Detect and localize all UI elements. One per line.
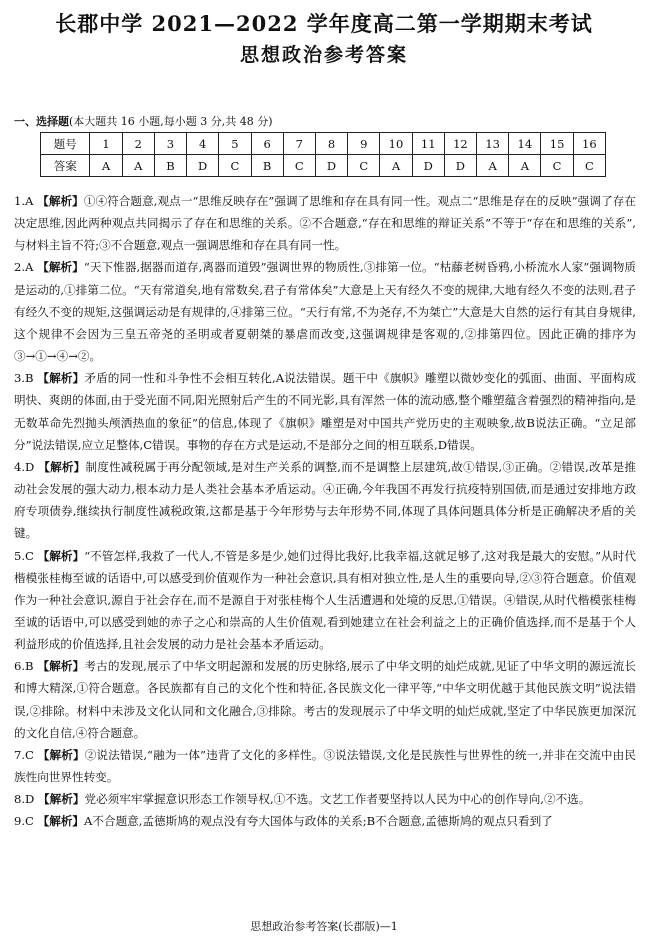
explanation-text: 考古的发现,展示了中华文明起源和发展的历史脉络,展示了中华文明的灿烂成就,见证了中华文明的源远流长和博大精深,①符合题意。各民族都有自己的文化个性和特征,各民族文化一律平等,“中华文明优越于其他民族文明”说法错误,②排除。材料中未涉及文化认同和文化融合,③排除。考古的发现展示了中华文明的灿烂成就,坚定了中华民族更加深沉的文化自信,④符合题意。: [14, 659, 636, 740]
answer-cell: C: [541, 155, 573, 177]
answer-cell: D: [444, 155, 476, 177]
question-number-cell: 2: [122, 133, 154, 155]
explanation-tag: 【解析】: [37, 747, 85, 762]
answer-cell: A: [380, 155, 412, 177]
answer-cell: C: [573, 155, 605, 177]
question-number-cell: 14: [509, 133, 541, 155]
question-number-cell: 6: [251, 133, 283, 155]
question-number-cell: 16: [573, 133, 605, 155]
explanation-item: [14, 788, 636, 810]
explanation-text: ②说法错误,“融为一体”违背了文化的多样性。③说法错误,文化是民族性与世界性的统一,并非在交流中由民族性向世界性转变。: [14, 747, 636, 785]
explanation-tag: 【解析】: [37, 814, 85, 829]
explanation-tag: 【解析】: [38, 459, 86, 474]
answer-cell: D: [412, 155, 444, 177]
explanation-item: [14, 367, 636, 456]
explanation-item: [14, 744, 636, 788]
explanation-text: A不合题意,孟德斯鸠的观点没有夸大国体与政体的关系;B不合题意,孟德斯鸠的观点只看到了: [84, 814, 553, 829]
explanation-number: 2.A: [14, 260, 34, 275]
answer-cell: C: [219, 155, 251, 177]
question-number-cell: 12: [444, 133, 476, 155]
explanation-tag: 【解析】: [37, 659, 85, 674]
explanation-number: 1.A: [14, 194, 34, 208]
page-subtitle: 思想政治参考答案: [239, 44, 408, 66]
explanations: [14, 190, 636, 833]
section-heading-label: 一、选择题: [14, 115, 69, 128]
explanation-number: 6.B: [14, 659, 34, 674]
page-footer: 思想政治参考答案(长郡版)—1: [250, 920, 398, 933]
answer-table-numbers-row: [41, 133, 606, 155]
section-note: (本大题共 16 小题,每小题 3 分,共 48 分): [69, 115, 273, 128]
explanation-tag: 【解析】: [37, 548, 85, 563]
explanation-item: [14, 810, 636, 832]
explanation-tag: 【解析】: [37, 260, 84, 275]
section-heading: [14, 113, 273, 129]
explanation-number: 8.D: [14, 792, 35, 807]
question-number-cell: 5: [219, 133, 251, 155]
question-number-cell: 9: [348, 133, 380, 155]
answer-cell: B: [251, 155, 283, 177]
explanation-text: 矛盾的同一性和斗争性不会相互转化,A说法错误。题干中《旗帜》雕塑以微妙变化的弧面、曲面、平面构成明快、爽朗的体面,由于受光面不同,阳光照射后产生的不同光影,具有浑然一体的流动感,整个雕塑蕴含着强烈的精神指向,是无数革命先烈抛头颅洒热血的象征”的信息,体现了《旗帜》雕塑是对中国共产党历史的主观映象,故B说法正确。“立足部分”说法错误,应立足整体,C错误。事物的存在方式是运动,不是部分之间的相互联系,D错误。: [14, 371, 636, 452]
question-number-cell: 4: [187, 133, 219, 155]
answer-table: [40, 132, 606, 177]
explanation-text: 制度性减税属于再分配领域,是对生产关系的调整,而不是调整上层建筑,故①错误,③正确。②错误,改革是推动社会发展的强大动力,根本动力是人类社会基本矛盾运动。④正确,今年我国不再发行抗疫特别国债,而是通过安排地方政府专项债券,继续执行制度性减税政策,这都是基于今年形势与去年形势不同,体现了具体问题具体分析是正确解决矛盾的关键。: [14, 459, 636, 541]
question-number-cell: 8: [315, 133, 347, 155]
answer-cell: A: [90, 155, 122, 177]
explanation-number: 4.D: [14, 459, 35, 474]
answer-cell: D: [187, 155, 219, 177]
explanation-item: [14, 545, 636, 656]
question-number-cell: 11: [412, 133, 444, 155]
answer-cell: D: [315, 155, 347, 177]
explanation-item: [14, 655, 636, 744]
answer-cell: B: [154, 155, 186, 177]
answer-cell: A: [477, 155, 509, 177]
answer-cell: A: [122, 155, 154, 177]
question-number-cell: 10: [380, 133, 412, 155]
explanation-text: “不管怎样,我救了一代人,不管是多是少,她们过得比我好,比我幸福,这就足够了,这对我是最大的安慰。”从时代楷模张桂梅至诚的话语中,可以感受到价值观作为一种社会意识,具有相对独立性,是人生的重要向导,②③符合题意。价值观作为一种社会意识,源自于社会存在,而不是源自于对张桂梅个人生活遭遇和处境的反思,①错误。④错误,从时代楷模张桂梅至诚的话语中,可以感受到她的赤子之心和崇高的人生价值观,看到她建立在社会利益之上的正确价值选择,而不是基于个人利益形成的价值选择,且社会发展的动力是社会基本矛盾运动。: [14, 548, 637, 652]
page-title: 长郡中学 2021—2022 学年度高二第一学期期末考试: [55, 11, 593, 36]
question-number-cell: 1: [90, 133, 122, 155]
explanation-tag: 【解析】: [37, 194, 84, 208]
explanation-tag: 【解析】: [37, 371, 85, 386]
answer-header: 答案: [41, 155, 90, 177]
answer-table-answers-row: [41, 155, 606, 177]
explanation-text: “天下惟器,据器而道存,离器而道毁”强调世界的物质性,③排第一位。“枯藤老树昏鸦,小桥流水人家”强调物质是运动的,①排第二位。“天有常道矣,地有常数矣,君子有常体矣”大意是上天有经久不变的规律,大地有经久不变的法则,君子有经久不变的规矩,这强调运动是有规律的,④排第三位。“天行有常,不为尧存,不为桀亡”大意是大自然的运行有其自身规律,这个规律不会因为三皇五帝尧的圣明或者夏朝桀的暴虐而改变,这强调规律是客观的,②排第四位。因此正确的排序为③→①→④→②。: [14, 260, 636, 364]
question-number-cell: 3: [154, 133, 186, 155]
explanation-number: 9.C: [14, 814, 34, 829]
explanation-tag: 【解析】: [38, 792, 85, 807]
question-number-cell: 13: [477, 133, 509, 155]
explanation-item: [14, 456, 636, 545]
question-number-cell: 15: [541, 133, 573, 155]
answer-cell: C: [283, 155, 315, 177]
explanation-number: 5.C: [14, 548, 34, 563]
explanation-number: 7.C: [14, 747, 34, 762]
explanation-number: 3.B: [14, 371, 34, 386]
question-number-cell: 7: [283, 133, 315, 155]
explanation-text: ①④符合题意,观点一“思维反映存在”强调了思维和存在具有同一性。观点二“思维是存在的反映”强调了存在决定思维,因此两种观点共同揭示了存在和思维的关系。②不合题意,“存在和思维的辩证关系”不等于“存在和思维的关系”,与材料主旨不符;③不合题意,观点一强调思维和存在具有同一性。: [14, 194, 636, 253]
answer-cell: C: [348, 155, 380, 177]
explanation-text: 党必须牢牢掌握意识形态工作领导权,①不选。文艺工作者要坚持以人民为中心的创作导向,②不选。: [84, 792, 591, 807]
answer-cell: A: [509, 155, 541, 177]
explanation-item: [14, 190, 636, 256]
question-number-header: 题号: [41, 133, 90, 155]
explanation-item: [14, 256, 636, 367]
